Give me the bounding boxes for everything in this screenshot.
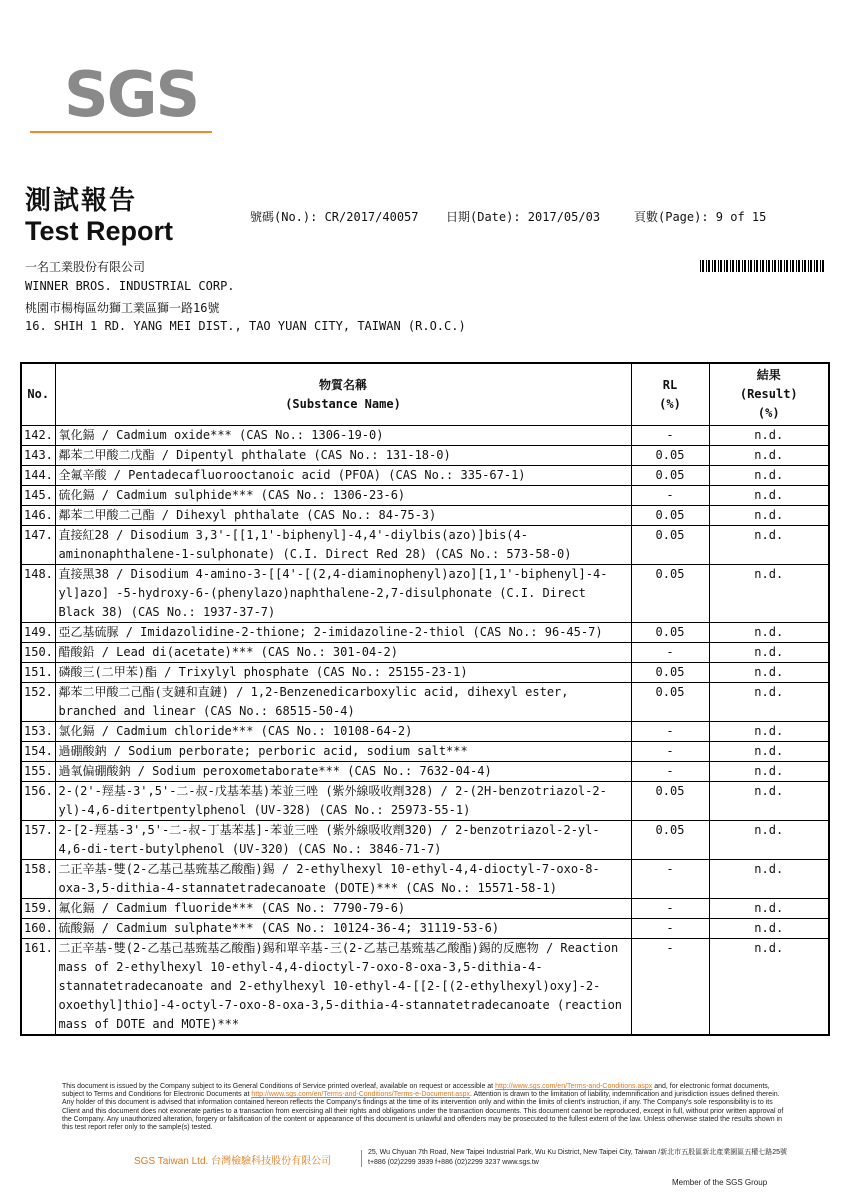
row-result: n.d.: [709, 446, 829, 466]
row-rl: 0.05: [631, 446, 709, 466]
table-header-row: [21, 363, 829, 426]
row-substance: 氧化鎘 / Cadmium oxide*** (CAS No.: 1306-19-0): [55, 426, 631, 446]
table-row: [21, 446, 829, 466]
row-substance: 醋酸鉛 / Lead di(acetate)*** (CAS No.: 301-04-2): [55, 643, 631, 663]
row-number: 143.: [21, 446, 55, 466]
sgs-logo-text: SGS: [64, 58, 199, 131]
row-rl: 0.05: [631, 526, 709, 565]
row-rl: -: [631, 899, 709, 919]
header-rl: RL (%): [631, 363, 709, 426]
client-name-zh: 一名工業股份有限公司: [25, 260, 146, 274]
table-row: [21, 939, 829, 1036]
header-result: 結果 (Result) (%): [709, 363, 829, 426]
row-number: 147.: [21, 526, 55, 565]
row-substance: 鄰苯二甲酸二己酯(支鏈和直鏈) / 1,2-Benzenedicarboxylic acid, dihexyl ester, branched and linear (CAS No.: 68515-50-4): [55, 683, 631, 722]
results-table-container: [20, 362, 828, 1036]
table-row: [21, 821, 829, 860]
table-row: [21, 899, 829, 919]
row-rl: -: [631, 742, 709, 762]
row-result: n.d.: [709, 762, 829, 782]
client-address-zh: 桃園市楊梅區幼獅工業區獅一路16號: [25, 301, 220, 315]
results-table: [20, 362, 830, 1036]
row-number: 148.: [21, 565, 55, 623]
row-substance: 過硼酸鈉 / Sodium perborate; perboric acid, sodium salt***: [55, 742, 631, 762]
client-address-en: 16. SHIH 1 RD. YANG MEI DIST., TAO YUAN CITY, TAIWAN (R.O.C.): [25, 319, 466, 333]
table-row: [21, 663, 829, 683]
row-number: 149.: [21, 623, 55, 643]
legal-disclaimer: [62, 1083, 784, 1132]
table-row: [21, 683, 829, 722]
row-result: n.d.: [709, 683, 829, 722]
row-substance: 磷酸三(二甲苯)酯 / Trixylyl phosphate (CAS No.: 25155-23-1): [55, 663, 631, 683]
disclaimer-text-2: and, for electronic format documents, subject to Terms and Conditions for Electronic Documents at: [62, 1083, 770, 1099]
report-date: 日期(Date): 2017/05/03: [446, 210, 601, 224]
table-row: [21, 426, 829, 446]
report-number: 號碼(No.): CR/2017/40057: [250, 210, 419, 224]
row-number: 146.: [21, 506, 55, 526]
row-number: 144.: [21, 466, 55, 486]
row-result: n.d.: [709, 919, 829, 939]
row-rl: -: [631, 919, 709, 939]
footer-contact-line: t+886 (02)2299 3939 f+886 (02)2299 3237 www.sgs.tw: [368, 1159, 539, 1166]
client-name-en: WINNER BROS. INDUSTRIAL CORP.: [25, 279, 235, 293]
row-rl: 0.05: [631, 683, 709, 722]
row-number: 159.: [21, 899, 55, 919]
e-document-terms-link[interactable]: http://www.sgs.com/en/Terms-and-Conditions/Terms-e-Document.aspx: [251, 1091, 470, 1099]
row-number: 160.: [21, 919, 55, 939]
row-rl: 0.05: [631, 821, 709, 860]
disclaimer-text-1: This document is issued by the Company subject to its General Conditions of Service printed overleaf, available on request or accessible at: [62, 1083, 496, 1090]
row-rl: -: [631, 762, 709, 782]
row-number: 145.: [21, 486, 55, 506]
table-row: [21, 722, 829, 742]
table-row: [21, 742, 829, 762]
terms-link[interactable]: http://www.sgs.com/en/Terms-and-Conditions.aspx: [495, 1083, 653, 1090]
footer-divider: [361, 1150, 362, 1167]
table-row: [21, 782, 829, 821]
row-number: 152.: [21, 683, 55, 722]
row-substance: 氯化鎘 / Cadmium chloride*** (CAS No.: 10108-64-2): [55, 722, 631, 742]
row-number: 151.: [21, 663, 55, 683]
table-body: [21, 426, 829, 1036]
header-no: No.: [21, 363, 55, 426]
row-result: n.d.: [709, 466, 829, 486]
row-result: n.d.: [709, 486, 829, 506]
row-number: 154.: [21, 742, 55, 762]
row-result: n.d.: [709, 663, 829, 683]
row-result: n.d.: [709, 860, 829, 899]
row-number: 155.: [21, 762, 55, 782]
row-number: 161.: [21, 939, 55, 1036]
row-result: n.d.: [709, 899, 829, 919]
row-substance: 鄰苯二甲酸二己酯 / Dihexyl phthalate (CAS No.: 84-75-3): [55, 506, 631, 526]
table-row: [21, 565, 829, 623]
table-row: [21, 623, 829, 643]
row-substance: 氟化鎘 / Cadmium fluoride*** (CAS No.: 7790-79-6): [55, 899, 631, 919]
row-result: n.d.: [709, 821, 829, 860]
row-result: n.d.: [709, 623, 829, 643]
row-substance: 直接黑38 / Disodium 4-amino-3-[[4'-[(2,4-diaminophenyl)azo][1,1'-biphenyl]-4-yl]azo] -5-hydroxy-6-(phenylazo)naphthalene-2,7-disulphonate (C.I. Direct Black 38) (CAS No.: 1937-37-7): [55, 565, 631, 623]
row-rl: -: [631, 486, 709, 506]
row-number: 156.: [21, 782, 55, 821]
row-substance: 硫化鎘 / Cadmium sulphide*** (CAS No.: 1306-23-6): [55, 486, 631, 506]
table-row: [21, 919, 829, 939]
footer-member: Member of the SGS Group: [672, 1178, 768, 1187]
row-substance: 硫酸鎘 / Cadmium sulphate*** (CAS No.: 10124-36-4; 31119-53-6): [55, 919, 631, 939]
report-title-en: Test Report: [25, 216, 174, 246]
row-number: 142.: [21, 426, 55, 446]
row-result: n.d.: [709, 742, 829, 762]
table-row: [21, 860, 829, 899]
row-result: n.d.: [709, 722, 829, 742]
row-substance: 二正辛基-雙(2-乙基己基巰基乙酸酯)錫和單辛基-三(2-乙基己基巰基乙酸酯)錫的反應物 / Reaction mass of 2-ethylhexyl 10-ethyl-4,4-dioctyl-7-oxo-8-oxa-3,5-dithia-4-stannatetradecanoate and 2-ethylhexyl 10-ethyl-4-[[2-[(2-ethylhexyl)oxy]-2-oxoethyl]thio]-4-octyl-7-oxo-8-oxa-3,5-dithia-4-stannatetradecanoate (reaction mass of DOTE and MOTE)***: [55, 939, 631, 1036]
row-substance: 二正辛基-雙(2-乙基己基巰基乙酸酯)錫 / 2-ethylhexyl 10-ethyl-4,4-dioctyl-7-oxo-8-oxa-3,5-dithia-4-stannatetradecanoate (DOTE)*** (CAS No.: 15571-58-1): [55, 860, 631, 899]
disclaimer-text-3: . Attention is drawn to the limitation of liability, indemnification and jurisdiction issues defined therein. Any holder of this document is advised that information contained hereon reflects the Company's findings at the time of its intervention only and within the limits of client's instruction, if any. The Company's sole responsibility is to its Client and this document does not exonerate parties to a transaction from exercising all their rights and obligations under the transaction documents. This document cannot be reproduced, except in full, without prior written approval of the Company. Any unauthorized alteration, forgery or falsification of the content or appearance of this document is unlawful and offenders may be prosecuted to the fullest extent of the law. Unless otherwise stated the results shown in this test report refer only to the sample(s) tested.: [62, 1091, 784, 1132]
footer-address-line: 25, Wu Chyuan 7th Road, New Taipei Industrial Park, Wu Ku District, New Taipei City, Taiwan /新北市五股區新北產業園區五權七路25號: [368, 1149, 787, 1156]
row-substance: 2-[2-羥基-3',5'-二-叔-丁基苯基]-苯並三唑 (紫外線吸收劑320) / 2-benzotriazol-2-yl-4,6-di-tert-butylphenol (UV-320) (CAS No.: 3846-71-7): [55, 821, 631, 860]
row-rl: -: [631, 939, 709, 1036]
table-row: [21, 486, 829, 506]
row-number: 157.: [21, 821, 55, 860]
row-result: n.d.: [709, 782, 829, 821]
footer-address: [368, 1148, 787, 1168]
row-result: n.d.: [709, 526, 829, 565]
barcode: [700, 260, 824, 272]
report-title-zh: 測試報告: [25, 186, 138, 216]
row-number: 153.: [21, 722, 55, 742]
row-result: n.d.: [709, 565, 829, 623]
row-substance: 全氟辛酸 / Pentadecafluorooctanoic acid (PFOA) (CAS No.: 335-67-1): [55, 466, 631, 486]
table-row: [21, 762, 829, 782]
row-result: n.d.: [709, 939, 829, 1036]
row-rl: 0.05: [631, 466, 709, 486]
row-substance: 亞乙基硫脲 / Imidazolidine-2-thione; 2-imidazoline-2-thiol (CAS No.: 96-45-7): [55, 623, 631, 643]
table-row: [21, 526, 829, 565]
row-number: 150.: [21, 643, 55, 663]
row-substance: 過氧偏硼酸鈉 / Sodium peroxometaborate*** (CAS No.: 7632-04-4): [55, 762, 631, 782]
report-page: 頁數(Page): 9 of 15: [634, 210, 767, 224]
row-number: 158.: [21, 860, 55, 899]
table-row: [21, 506, 829, 526]
row-rl: -: [631, 643, 709, 663]
row-rl: 0.05: [631, 782, 709, 821]
row-result: n.d.: [709, 506, 829, 526]
row-result: n.d.: [709, 426, 829, 446]
row-substance: 鄰苯二甲酸二戊酯 / Dipentyl phthalate (CAS No.: 131-18-0): [55, 446, 631, 466]
row-rl: -: [631, 860, 709, 899]
header-substance: 物質名稱 (Substance Name): [55, 363, 631, 426]
row-rl: 0.05: [631, 663, 709, 683]
logo-underline: [30, 131, 212, 133]
table-row: [21, 643, 829, 663]
row-substance: 直接紅28 / Disodium 3,3'-[[1,1'-biphenyl]-4,4'-diylbis(azo)]bis(4-aminonaphthalene-1-sulphonate) (C.I. Direct Red 28) (CAS No.: 573-58-0): [55, 526, 631, 565]
table-row: [21, 466, 829, 486]
row-substance: 2-(2'-羥基-3',5'-二-叔-戊基苯基)苯並三唑 (紫外線吸收劑328) / 2-(2H-benzotriazol-2-yl)-4,6-ditertpentylphenol (UV-328) (CAS No.: 25973-55-1): [55, 782, 631, 821]
row-rl: 0.05: [631, 506, 709, 526]
row-rl: 0.05: [631, 623, 709, 643]
row-rl: -: [631, 722, 709, 742]
row-result: n.d.: [709, 643, 829, 663]
row-rl: 0.05: [631, 565, 709, 623]
row-rl: -: [631, 426, 709, 446]
footer-company: SGS Taiwan Ltd. 台灣檢驗科技股份有限公司: [134, 1156, 332, 1167]
